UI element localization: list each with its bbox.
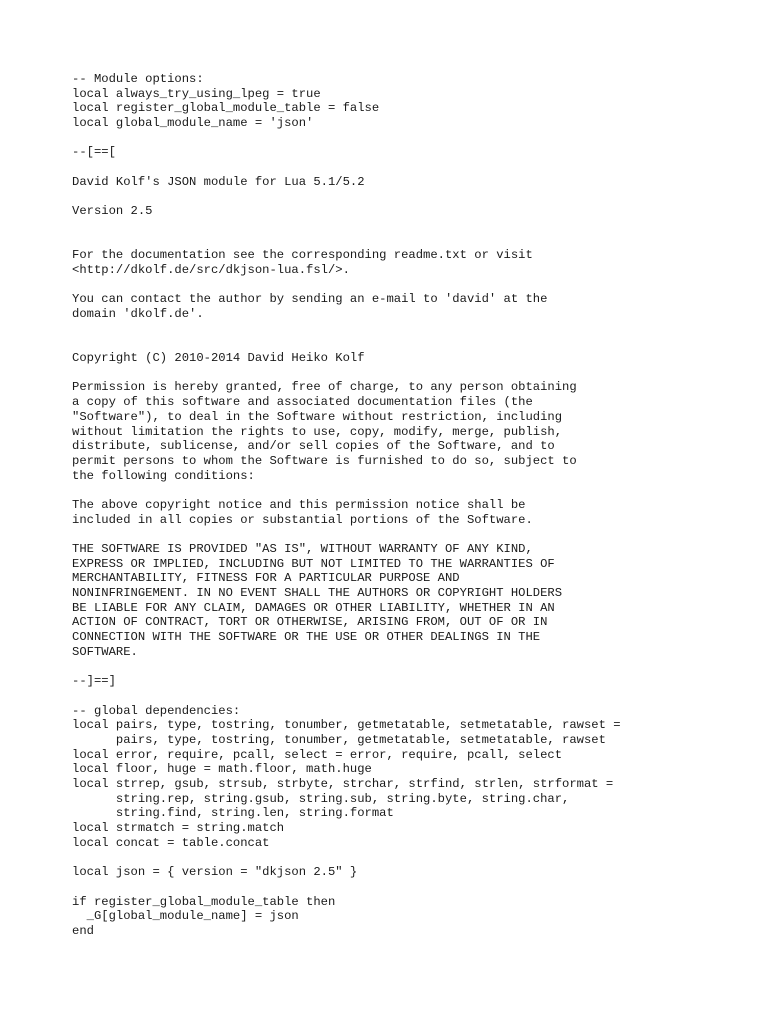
code-line: local always_try_using_lpeg = true (72, 86, 321, 101)
code-line (72, 850, 752, 865)
code-line: "Software"), to deal in the Software without restriction, including (72, 409, 563, 424)
code-line: For the documentation see the corresponding readme.txt or visit (72, 248, 533, 263)
code-line: EXPRESS OR IMPLIED, INCLUDING BUT NOT LIMITED TO THE WARRANTIES OF (72, 556, 555, 571)
code-line: local floor, huge = math.floor, math.huge (72, 762, 372, 777)
code-line: local strrep, gsub, strsub, strbyte, strchar, strfind, strlen, strformat = (72, 777, 614, 791)
code-line: the following conditions: (72, 468, 255, 483)
code-line (72, 336, 752, 351)
code-line (72, 366, 752, 381)
code-line (72, 234, 752, 249)
code-line: permit persons to whom the Software is furnished to do so, subject to (72, 453, 577, 468)
code-line: local error, require, pcall, select = error, require, pcall, select (72, 747, 563, 762)
code-line: local json = { version = "dkjson 2.5" } (72, 865, 358, 880)
code-line: domain 'dkolf.de'. (72, 307, 204, 321)
code-line: distribute, sublicense, and/or sell copies of the Software, and to (72, 439, 555, 454)
code-line (72, 660, 752, 675)
code-line: BE LIABLE FOR ANY CLAIM, DAMAGES OR OTHER LIABILITY, WHETHER IN AN (72, 600, 555, 615)
code-line: You can contact the author by sending an e-mail to 'david' at the (72, 292, 548, 307)
code-line: -- Module options: (72, 72, 204, 86)
code-line: local register_global_module_table = false (72, 101, 380, 116)
code-line: The above copyright notice and this permission notice shall be (72, 497, 526, 512)
code-line: NONINFRINGEMENT. IN NO EVENT SHALL THE AUTHORS OR COPYRIGHT HOLDERS (72, 586, 563, 601)
code-line: included in all copies or substantial portions of the Software. (72, 512, 533, 527)
code-line: local strmatch = string.match (72, 821, 285, 836)
code-line: end (72, 923, 94, 938)
code-line: --[==[ (72, 145, 116, 160)
code-line (72, 160, 752, 175)
code-line (72, 190, 752, 205)
code-line: THE SOFTWARE IS PROVIDED "AS IS", WITHOUT WARRANTY OF ANY KIND, (72, 542, 533, 556)
code-line: string.find, string.len, string.format (72, 806, 394, 821)
code-line: local pairs, type, tostring, tonumber, getmetatable, setmetatable, rawset = (72, 718, 621, 733)
code-line: local concat = table.concat (72, 835, 270, 850)
code-line: MERCHANTABILITY, FITNESS FOR A PARTICULAR PURPOSE AND (72, 571, 460, 586)
code-line: CONNECTION WITH THE SOFTWARE OR THE USE OR OTHER DEALINGS IN THE (72, 630, 541, 645)
code-line: local global_module_name = 'json' (72, 116, 314, 131)
code-document (72, 72, 752, 939)
code-line: a copy of this software and associated documentation files (the (72, 395, 533, 410)
code-line (72, 689, 752, 704)
code-line: -- global dependencies: (72, 703, 241, 718)
code-line: Copyright (C) 2010-2014 David Heiko Kolf (72, 351, 365, 366)
code-line: --]==] (72, 674, 116, 689)
code-line (72, 483, 752, 498)
code-line (72, 527, 752, 542)
code-line: ACTION OF CONTRACT, TORT OR OTHERWISE, ARISING FROM, OUT OF OR IN (72, 615, 548, 630)
code-line (72, 322, 752, 337)
code-line: SOFTWARE. (72, 644, 138, 659)
code-line (72, 278, 752, 293)
code-line: _G[global_module_name] = json (72, 909, 299, 924)
code-line: David Kolf's JSON module for Lua 5.1/5.2 (72, 174, 365, 189)
code-line: if register_global_module_table then (72, 894, 336, 909)
code-line (72, 880, 752, 895)
code-line: pairs, type, tostring, tonumber, getmetatable, setmetatable, rawset (72, 732, 606, 747)
code-line: <http://dkolf.de/src/dkjson-lua.fsl/>. (72, 262, 350, 277)
code-line: string.rep, string.gsub, string.sub, string.byte, string.char, (72, 791, 570, 806)
code-line: without limitation the rights to use, copy, modify, merge, publish, (72, 424, 563, 439)
code-line (72, 131, 752, 146)
code-line (72, 219, 752, 234)
code-line: Version 2.5 (72, 204, 153, 219)
code-line: Permission is hereby granted, free of charge, to any person obtaining (72, 380, 577, 395)
